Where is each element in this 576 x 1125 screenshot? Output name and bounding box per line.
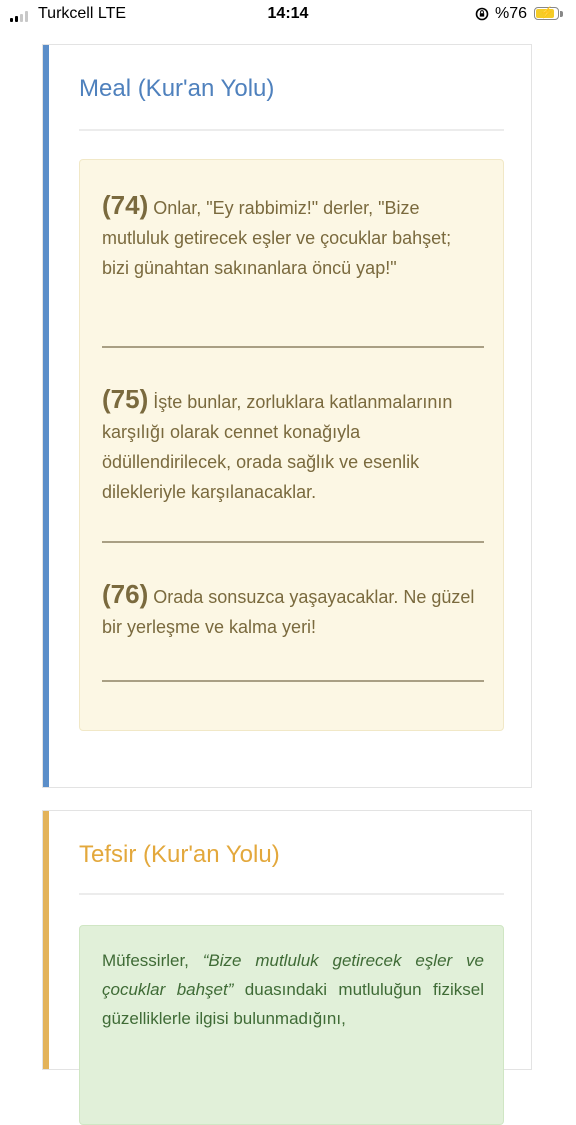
tefsir-quote: “Bize mutluluk getirecek eşler ve çocuklar bahşet” (102, 951, 484, 999)
tefsir-text-start: Müfessirler, (102, 951, 203, 970)
verse-divider (102, 541, 484, 543)
tefsir-accent-bar (43, 811, 49, 1069)
tefsir-divider (79, 893, 504, 895)
verse-text: İşte bunlar, zorluklara katlanmalarının karşılığı olarak cennet konağıyla ödüllendirilecek, orada sağlık ve esenlik dilekleriyle karşılanacaklar. (102, 392, 453, 502)
verse-text: Orada sonsuzca yaşayacaklar. Ne güzel bir yerleşme ve kalma yeri! (102, 587, 475, 637)
verse-number: (75) (102, 384, 149, 414)
verse-75 (102, 384, 482, 507)
clock: 14:14 (267, 5, 309, 22)
tefsir-title: Tefsir (Kur'an Yolu) (79, 841, 280, 868)
tefsir-card (42, 810, 532, 1070)
tefsir-box (79, 925, 504, 1125)
verse-text: Onlar, "Ey rabbimiz!" derler, "Bize mutluluk getirecek eşler ve çocuklar bahşet; bizi günahtan sakınanlara öncü yap!" (102, 198, 452, 278)
rotation-lock-icon (475, 7, 489, 21)
verse-76 (102, 579, 482, 642)
meal-card (42, 44, 532, 788)
battery-percent: %76 (495, 5, 528, 22)
battery-icon: ⚡ (534, 7, 559, 20)
carrier-label: Turkcell LTE (38, 5, 127, 22)
verse-list (79, 159, 504, 731)
verse-74 (102, 190, 482, 283)
tefsir-text-end: duasındaki mutluluğun fiziksel güzelliklerle ilgisi bulunmadığını, (102, 980, 484, 1028)
verse-divider (102, 680, 484, 682)
meal-accent-bar (43, 45, 49, 787)
status-bar (0, 0, 576, 30)
verse-divider (102, 346, 484, 348)
meal-divider (79, 129, 504, 131)
verse-number: (74) (102, 190, 149, 220)
verse-number: (76) (102, 579, 149, 609)
meal-title: Meal (Kur'an Yolu) (79, 75, 275, 102)
tefsir-text (102, 946, 484, 1033)
